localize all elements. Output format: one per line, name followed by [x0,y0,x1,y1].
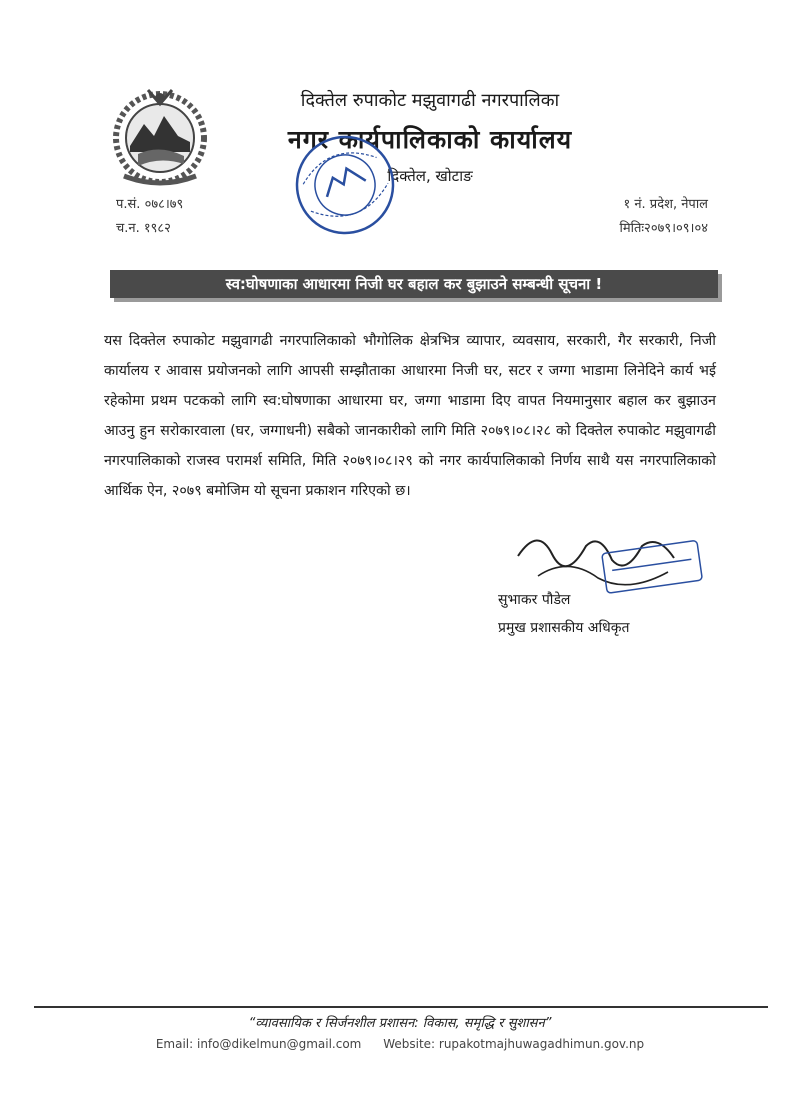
footer-email: Email: info@dikelmun@gmail.com [155,1037,362,1051]
letter-date: मितिः२०७९।०९।०४ [619,221,708,236]
signatory-title: प्रमुख प्रशासकीय अधिकृत [498,620,630,636]
footer-contact [0,1037,800,1051]
footer-slogan: “व्यावसायिक र सिर्जनशील प्रशासन: विकास, समृद्धि र सुशासन” [248,1016,552,1031]
office-name: नगर कार्यपालिकाको कार्यालय [287,125,573,154]
notice-title-text: स्व:घोषणाका आधारमा निजी घर बहाल कर बुझाउने सम्बन्धी सूचना ! [225,275,603,293]
footer-website: Website: rupakotmajhuwagadhimun.gov.np [383,1037,645,1051]
footer-divider [34,1006,768,1008]
municipality-name: दिक्तेल रुपाकोट मझुवागढी नगरपालिका [300,90,560,111]
signatory-name: सुभाकर पौडेल [498,592,571,608]
office-stamp-icon [290,130,400,240]
province: १ नं. प्रदेश, नेपाल [623,197,708,212]
notice-title [110,270,718,298]
dispatch-number: च.न. १९८२ [116,221,171,236]
office-address: दिक्तेल, खोटाङ [387,167,473,185]
notice-body: यस दिक्तेल रुपाकोट मझुवागढी नगरपालिकाको भौगोलिक क्षेत्रभित्र व्यापार, व्यवसाय, सरकारी, गैर सरकारी, निजी कार्यालय र आवास प्रयोजनको लागि आपसी सम्झौताका आधारमा निजी घर, सटर र जग्गा भाडामा लिनेदिने कार्य भई रहेकोमा प्रथम पटकको लागि स्व:घोषणाका आधारमा घर, जग्गा भाडामा दिए वापत नियमानुसार बहाल कर बुझाउन आउनु हुन सरोकारवाला (घर, जग्गाधनी) सबैको जानकारीको लागि मिति २०७९।०८।२८ को दिक्तेल रुपाकोट मझुवागढी नगरपालिकाको राजस्व परामर्श समिति, मिति २०७९।०८।२९ को नगर कार्यपालिकाको निर्णय साथै यस नगरपालिकाको आर्थिक ऐन, २०७९ बमोजिम यो सूचना प्रकाशन गरिएको छ। [104,333,716,499]
fiscal-year: प.सं. ०७८।७९ [116,197,184,212]
